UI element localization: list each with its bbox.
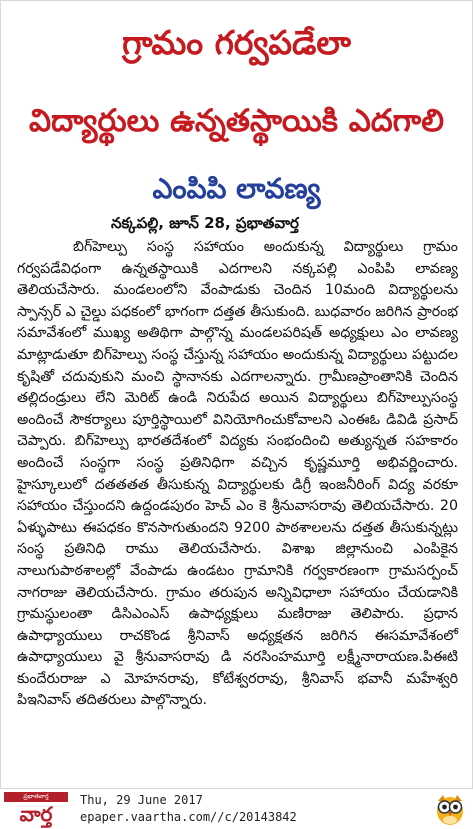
logo-wordmark: వార్త bbox=[19, 802, 53, 826]
edition-date: Thu, 29 June 2017 bbox=[80, 793, 203, 807]
article-paragraph: బిగ్‌హెల్పు సంస్థ సహాయం అందుకున్న విద్యార్థులు గ్రామం గర్వపడేవిధంగా ఉన్నతస్థాయికి ఎదగాలని నక్కపల్లి ఎంపిపి లావణ్య తెలియచేసారు. మండలంలోని వేంపాడుకు చెందిన 10మంది విద్యార్థులను స్పాన్సర్ ఎ చైల్డు పధకంలో భాగంగా దత్తత తీసుకుంది. బుధవారం జరిగిన ప్రారంభ సమావేశంలో ముఖ్య అతిథిగా పాల్గొన్న మండలపరిషత్ అధ్యక్షులు ఎం లావణ్య మాట్లాడుతూ బిగ్‌హెల్పు సంస్థ చేస్తున్న సహాయం అందుకున్న విద్యార్థులు పట్టుదల కృషితో చదువుకుని మంచి స్థానానకు ఎదగాలన్నారు. గ్రామీణప్రాంతానికి చెందిన తల్లిదండ్రులు లేని మెరిట్ ఉండి నిరుపేద అయిన విద్యార్థులు బిగ్‌హెల్పుసంస్థ అందించే సౌకర్యాలు పూర్తిస్థాయిలో వినియోగించుకోవాలని ఎంఈఓ డివిడి ప్రసాద్ చెప్పారు. బిగ్‌హెల్పు భారతదేశంలో విద్యకు సంభందించి అత్యున్నత సహకారం అందించే సంస్థగా సంస్థ ప్రతినిధిగా వచ్చిన కృష్ణమూర్తి అభివర్ణించారు. హైస్కూలులో దతతతత తీసుకున్న విద్యార్థులకు డిగ్రీ ఇంజనీరింగ్ విద్య వరకూ సహాయం చేస్తుందని ఉద్దండపురం హెచ్ ఎం కె శ్రీనువాసరావు తెలియచేసారు. 20 ఏళ్ళుపాటు ఈపధకం కొనసాగుతుందని 9200 పాఠశాలలను దత్తత తీసుకున్నట్లు సంస్థ ప్రతినిధి రాము తెలియచేసారు. విశాఖ జిల్లానుంచి ఎంపికైన నాలుగుపాఠశాలల్లో వేంపాడు ఉండటం గ్రామానికి గర్వకారణంగా గ్రామసర్పంచ్ నాగరాజు తెలియచేసారు. గ్రామం తరుపున అన్నివిధాలా సహాయం చేయడానికి గ్రామస్థులంతా డిసిఎంఎస్ ఉపాధ్యక్షులు మణిరాజు తెలిపారు. ప్రధాన ఉపాధ్యాయులు రాచకొండ శ్రీనివాస్ అధ్యక్షతన జరిగిన ఈసమావేశంలో ఉపాధ్యాయులు వై శ్రీనువాసరావు డి నరసింహమూర్తి లక్ష్మీనారాయణ.పిఈటి కుందేరురాజు ఎ మోహనరావు, కోటేశ్వరరావు, శ్రీనివాస్ భవానీ మహేశ్వరి పిఇనివాస్ తదితరులు పాల్గొన్నారు. bbox=[17, 239, 458, 709]
owl-icon bbox=[433, 792, 467, 826]
article-body bbox=[17, 237, 458, 712]
dateline: నక్కపల్లి, జూన్ 28, ప్రభాతవార్త bbox=[111, 214, 299, 232]
logo-tagline: ప్రభాతవార్త bbox=[4, 792, 68, 802]
clipping-url[interactable]: epaper.vaartha.com//c/20143842 bbox=[80, 810, 297, 824]
vaartha-logo[interactable] bbox=[4, 792, 68, 826]
epaper-footer bbox=[0, 789, 473, 829]
headline-line-2: విద్యార్థులు ఉన్నతస్థాయికి ఎదగాలి bbox=[29, 103, 444, 139]
subheadline: ఎంపిపి లావణ్య bbox=[152, 172, 321, 205]
headline-line-1: గ్రామం గర్వపడేలా bbox=[122, 23, 351, 62]
